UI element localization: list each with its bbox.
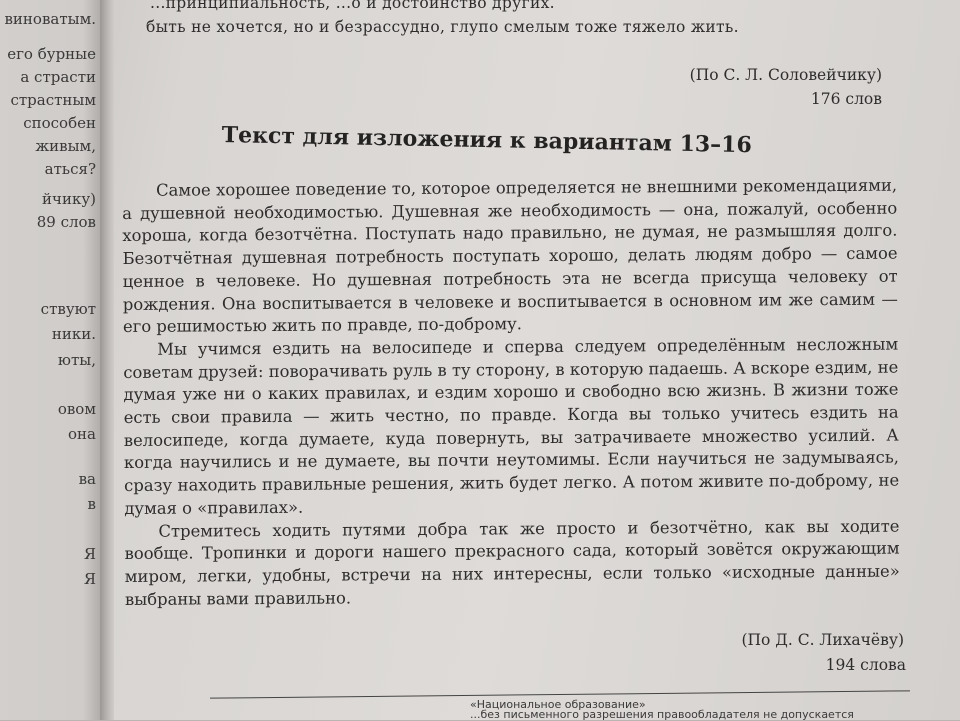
- passage-word-count: 194 слова: [825, 656, 906, 674]
- left-line: она: [68, 425, 96, 443]
- previous-text-line: ...принципиальность, ...о и достоинство других.: [150, 0, 555, 12]
- left-line: способен: [23, 114, 96, 132]
- previous-text-word-count: 176 слов: [810, 90, 882, 108]
- passage-source: (По Д. С. Лихачёву): [741, 631, 904, 649]
- left-line: а страсти: [20, 68, 96, 86]
- left-line: в: [87, 495, 96, 513]
- footer-publisher: «Национальное образование»: [470, 698, 646, 711]
- left-line: ва: [78, 470, 96, 488]
- paragraph: Стремитесь ходить путями добра так же просто и безотчётно, как вы ходите вообще. Тропинки и дороги нашего прекрасного сада, который зовётся окружающим миром, легки, удобны, встречи на них интересны, если только «исходные данные» выбраны вами правильно.: [124, 516, 900, 609]
- left-line: ствуют: [40, 300, 96, 318]
- paragraph: Самое хорошее поведение то, которое определяется не внешними рекомендациями, а душевной необходимостью. Душевная же необходимость — она, пожалуй, особенно хороша, когда безотчётна. Поступать надо правильно, не думая, не размышляя долго. Безотчётная душевная потребность поступать хорошо, делать людям добро — самое ценное в человеке. Но душевная потребность эта не всегда присуща человеку от рождения. Она воспитывается в человеке и воспитывается в основном им же самим — его решимостью жить по правде, по-доброму.: [122, 175, 898, 337]
- left-line: Я: [83, 570, 96, 588]
- left-line: ники.: [51, 325, 96, 343]
- left-line: овом: [57, 400, 96, 418]
- left-line: аться?: [44, 160, 96, 178]
- left-page-fragment: [0, 0, 104, 720]
- left-line: страстным: [10, 91, 96, 109]
- left-line: виноватым.: [4, 10, 96, 28]
- left-line: 89 слов: [36, 213, 96, 231]
- paragraph: Мы учимся ездить на велосипеде и сперва следуем определённым несложным советам друзей: поворачивать руль в ту сторону, в которую падаешь. А вскоре ездим, не думая уже ни о каких правилах, и ездим хорошо и свободно всю жизнь. В жизни тоже есть свои правила — жить честно, по правде. Когда вы только учитесь ездить на велосипеде, когда думаете, куда повернуть, вы затрачиваете множество усилий. А когда научились и не думаете, вы почти неутомимы. Если научиться не задумываясь, сразу находить правильные решения, жить будет легко. А потом живите по-доброму, не думая о «правилах».: [123, 334, 900, 518]
- previous-text-source: (По С. Л. Соловейчику): [689, 66, 882, 84]
- left-line: Я: [83, 545, 96, 563]
- left-line: живым,: [35, 137, 96, 155]
- book-gutter: [100, 0, 114, 720]
- footer-copyright-notice: ...без письменного разрешения правообладателя не допускается: [470, 708, 854, 721]
- left-line: его бурные: [7, 45, 96, 63]
- previous-text-line: быть не хочется, но и безрассудно, глупо смелым тоже тяжело жить.: [146, 18, 739, 36]
- left-line: юты,: [57, 351, 96, 369]
- passage-text: [122, 175, 900, 612]
- left-line: йчику): [42, 190, 96, 208]
- page-title: Текст для изложения к вариантам 13–16: [221, 122, 753, 159]
